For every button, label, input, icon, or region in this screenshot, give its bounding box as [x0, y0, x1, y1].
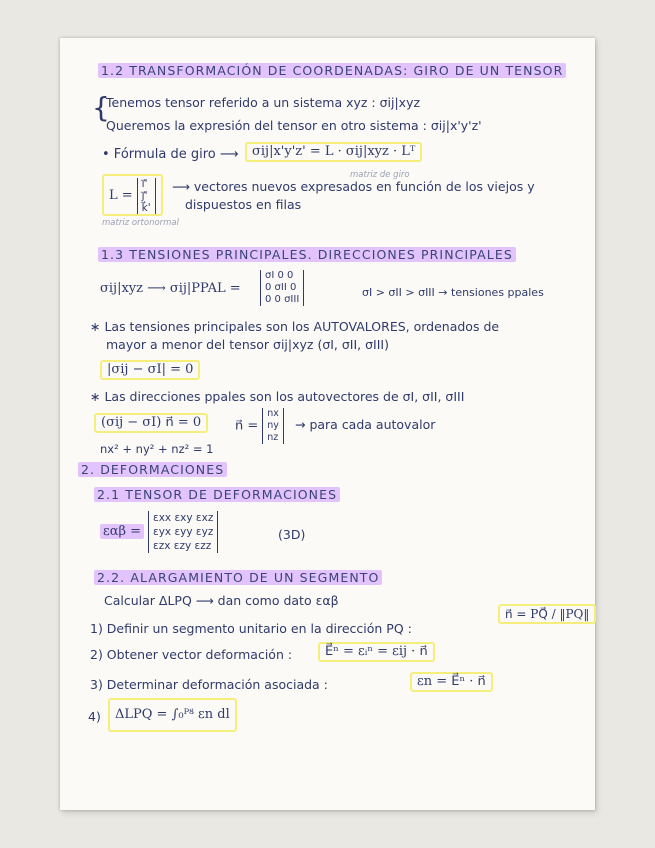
strain-matrix: [148, 511, 218, 553]
calc-line: Calcular ΔLPQ ⟶ dan como dato εαβ: [104, 593, 339, 608]
step-3-equation: εn = E⃗ⁿ · n⃗: [410, 672, 493, 692]
step-4-equation: ΔLPQ = ∫₀ᴾᴽ εn dl: [108, 698, 237, 732]
notebook-page: [60, 38, 595, 810]
L-label: L =: [109, 188, 133, 203]
n-matrix: [262, 408, 284, 444]
principal-row: 0 0 σIII: [265, 294, 300, 305]
n-row: nz: [267, 432, 279, 443]
section-2-2-heading: 2.2. ALARGAMIENTO DE UN SEGMENTO: [94, 571, 382, 585]
n-vector-wrap: [235, 408, 284, 444]
formula-label: • Fórmula de giro ⟶: [102, 147, 239, 162]
s12-line1: Tenemos tensor referido a un sistema xyz : σij|xyz: [106, 95, 421, 110]
brace-icon: {: [92, 91, 110, 124]
L-row: i⃗': [141, 177, 148, 190]
strain-label: εαβ =: [100, 524, 144, 539]
step-1: 1) Definir un segmento unitario en la dirección PQ :: [90, 621, 412, 636]
orthonormal-note: matriz ortonormal: [102, 218, 180, 228]
step-1-equation: n⃗ = PQ⃗ / ‖PQ‖: [498, 604, 596, 624]
normalization: nx² + ny² + nz² = 1: [100, 442, 214, 456]
principal-row: 0 σII 0: [265, 282, 297, 293]
eigenvector-equation: (σij − σI) n⃗ = 0: [94, 413, 208, 433]
strain-row: εzx εzy εzz: [153, 539, 212, 552]
section-1-3-heading: 1.3 TENSIONES PRINCIPALES. DIRECCIONES PRINCIPALES: [98, 248, 516, 262]
bullet-eigenvalues-a: ∗ Las tensiones principales son los AUTOVALORES, ordenados de: [90, 319, 500, 334]
principal-row: σI 0 0: [265, 270, 294, 281]
n-row: nx: [267, 408, 279, 419]
strain-tensor-wrap: [100, 508, 218, 554]
strain-row: εxx εxy εxz: [153, 511, 214, 524]
principal-matrix-wrap: [260, 270, 304, 306]
L-matrix-box: [102, 174, 163, 216]
principal-order: σI > σII > σIII → tensiones ppales: [362, 286, 544, 299]
n-label: n⃗ =: [235, 418, 259, 434]
step-2-equation: E⃗ⁿ = εᵢⁿ = εij · n⃗: [318, 642, 435, 662]
dimension-label: (3D): [278, 527, 306, 542]
s12-line2: Queremos la expresión del tensor en otro sistema : σij|x'y'z': [106, 118, 482, 133]
section-2-heading: 2. DEFORMACIONES: [78, 463, 227, 477]
n-desc: → para cada autovalor: [295, 417, 436, 432]
step-3: 3) Determinar deformación asociada :: [90, 677, 328, 692]
rotation-matrix-note: matriz de giro: [350, 170, 410, 180]
characteristic-equation: |σij − σI| = 0: [100, 360, 200, 380]
strain-row: εyx εyy εyz: [153, 525, 214, 538]
n-row: ny: [267, 420, 279, 431]
bullet-eigenvectors: ∗ Las direcciones ppales son los autovectores de σI, σII, σIII: [90, 389, 465, 404]
L-desc-2: dispuestos en filas: [185, 197, 302, 212]
L-row: k⃗': [141, 201, 151, 214]
L-desc-1: ⟶ vectores nuevos expresados en función de los viejos y: [172, 179, 535, 194]
step-2: 2) Obtener vector deformación :: [90, 647, 293, 662]
principal-matrix: [260, 270, 304, 306]
L-row: j⃗': [141, 189, 148, 202]
bullet-eigenvalues-b: mayor a menor del tensor σij|xyz (σI, σII, σIII): [106, 337, 389, 352]
section-1-2-heading: 1.2 TRANSFORMACIÓN DE COORDENADAS: GIRO DE UN TENSOR: [98, 64, 566, 78]
step-4: 4): [88, 709, 101, 724]
section-2-1-heading: 2.1 TENSOR DE DEFORMACIONES: [94, 488, 340, 502]
L-matrix: [137, 178, 156, 214]
rotation-formula: σij|x'y'z' = L · σij|xyz · Lᵀ: [245, 142, 422, 162]
principal-mapping: σij|xyz ⟶ σij|PPAL =: [100, 281, 241, 296]
